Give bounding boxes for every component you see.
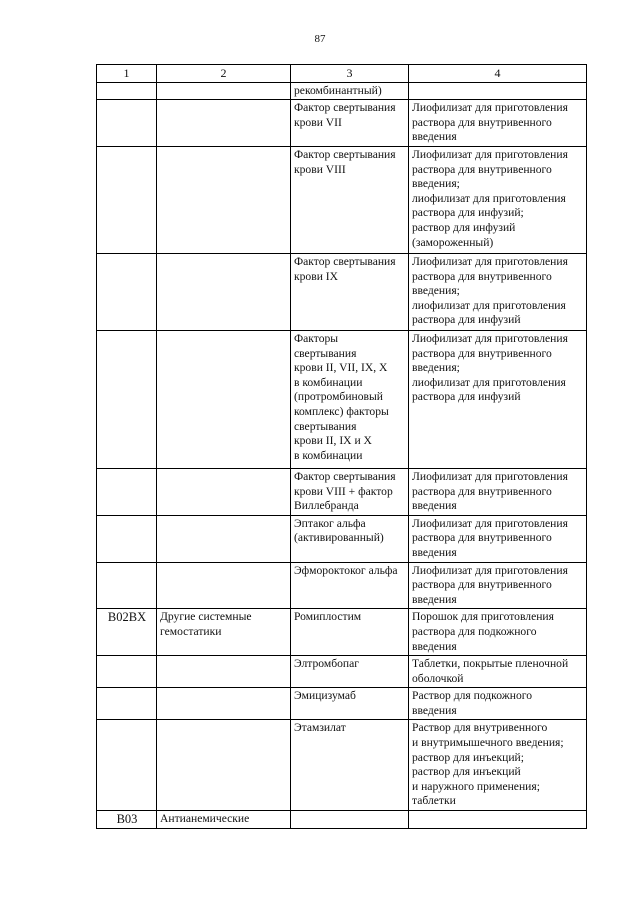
drug-name-cell: [291, 811, 409, 829]
dosage-form-line: раствора для инфузий: [412, 313, 521, 327]
dosage-form-line: введения;: [412, 177, 460, 191]
dosage-form-cell: [409, 82, 587, 100]
dosage-form-cell: [409, 330, 587, 468]
drug-name-line: крови VIII + фактор: [294, 484, 393, 498]
drug-name-line: Фактор свертывания: [294, 254, 396, 268]
dosage-form-line: (замороженный): [412, 235, 494, 249]
table-row: [97, 656, 587, 688]
header-row: [97, 65, 587, 83]
drug-name-cell: [291, 82, 409, 100]
atc-code-cell: [97, 330, 157, 468]
group-line: гемостатики: [160, 624, 222, 638]
drug-name-cell: [291, 656, 409, 688]
drug-name-line: Фактор свертывания: [294, 469, 396, 483]
dosage-form-line: Лиофилизат для приготовления: [412, 563, 568, 577]
atc-code-cell: [97, 82, 157, 100]
group-name-cell: [157, 82, 291, 100]
dosage-form-line: раствора для инфузий: [412, 390, 521, 404]
dosage-form-cell: [409, 656, 587, 688]
dosage-form-line: введения: [412, 639, 457, 653]
atc-code-cell: [97, 253, 157, 330]
dosage-form-line: Лиофилизат для приготовления: [412, 254, 568, 268]
group-name-cell: [157, 253, 291, 330]
drug-name-line: в комбинации: [294, 375, 363, 389]
group-line: Антианемические: [160, 812, 250, 826]
drug-name-line: Факторы: [294, 331, 339, 345]
drug-name-cell: [291, 468, 409, 515]
dosage-form-line: раствора для внутривенного: [412, 115, 552, 129]
dosage-form-cell: [409, 515, 587, 562]
atc-code-cell: [97, 562, 157, 609]
group-name-cell: [157, 811, 291, 829]
header-col-3: 3: [291, 65, 409, 83]
atc-code-cell: [97, 720, 157, 811]
dosage-form-line: таблетки: [412, 794, 456, 808]
drug-name-cell: [291, 688, 409, 720]
atc-code-cell: [97, 688, 157, 720]
drug-name-line: Ромиплостим: [294, 610, 362, 624]
drug-name-cell: [291, 720, 409, 811]
dosage-form-line: раствора для внутривенного: [412, 269, 552, 283]
drug-name-cell: [291, 146, 409, 253]
dosage-form-line: Лиофилизат для приготовления: [412, 101, 568, 115]
drug-name-line: крови VII: [294, 115, 342, 129]
dosage-form-line: раствора для внутривенного: [412, 484, 552, 498]
dosage-form-line: лиофилизат для приготовления: [412, 375, 566, 389]
dosage-form-line: введения: [412, 592, 457, 606]
dosage-form-line: раствор для инъекций;: [412, 750, 524, 764]
table-row: [97, 146, 587, 253]
dosage-form-line: Лиофилизат для приготовления: [412, 516, 568, 530]
drug-name-line: комплекс) факторы: [294, 404, 389, 418]
drug-name-cell: [291, 515, 409, 562]
table-row: [97, 811, 587, 829]
drug-name-line: свертывания: [294, 346, 357, 360]
group-line: Другие системные: [160, 610, 252, 624]
dosage-form-line: раствора для внутривенного: [412, 162, 552, 176]
table-row: [97, 82, 587, 100]
group-name-cell: [157, 688, 291, 720]
table-row: [97, 609, 587, 656]
dosage-form-line: раствора для внутривенного: [412, 578, 552, 592]
dosage-form-line: Таблетки, покрытые пленочной: [412, 657, 569, 671]
dosage-form-line: Раствор для подкожного: [412, 689, 533, 703]
drug-name-line: крови IX: [294, 269, 339, 283]
drug-name-line: крови II, IX и X: [294, 434, 372, 448]
dosage-form-line: введения;: [412, 284, 460, 298]
header-col-4: 4: [409, 65, 587, 83]
dosage-form-line: раствора для внутривенного: [412, 531, 552, 545]
drug-name-cell: [291, 330, 409, 468]
group-name-cell: [157, 609, 291, 656]
drug-name-cell: [291, 100, 409, 147]
drug-name-line: Фактор свертывания: [294, 101, 396, 115]
atc-code-cell: [97, 100, 157, 147]
header-col-1: 1: [97, 65, 157, 83]
group-name-cell: [157, 720, 291, 811]
dosage-form-cell: [409, 253, 587, 330]
dosage-form-line: введения: [412, 499, 457, 513]
drug-name-cell: [291, 253, 409, 330]
dosage-form-cell: [409, 562, 587, 609]
group-name-cell: [157, 100, 291, 147]
dosage-form-line: раствора для подкожного: [412, 624, 537, 638]
dosage-form-cell: [409, 688, 587, 720]
dosage-form-line: лиофилизат для приготовления: [412, 191, 566, 205]
drug-name-line: свертывания: [294, 419, 357, 433]
dosage-form-line: введения: [412, 545, 457, 559]
group-name-cell: [157, 468, 291, 515]
table-row: [97, 515, 587, 562]
dosage-form-line: лиофилизат для приготовления: [412, 298, 566, 312]
drug-name-cell: [291, 562, 409, 609]
dosage-form-line: раствор для инъекций: [412, 765, 521, 779]
dosage-form-line: Лиофилизат для приготовления: [412, 469, 568, 483]
drug-name-line: Этамзилат: [294, 721, 346, 735]
dosage-form-line: Лиофилизат для приготовления: [412, 331, 568, 345]
dosage-form-line: раствор для инфузий: [412, 220, 516, 234]
dosage-form-line: и наружного применения;: [412, 779, 540, 793]
group-name-cell: [157, 562, 291, 609]
group-name-cell: [157, 330, 291, 468]
dosage-form-line: введения;: [412, 361, 460, 375]
table-row: [97, 688, 587, 720]
drug-name-line: Эптаког альфа: [294, 516, 366, 530]
drug-name-line: крови II, VII, IX, X: [294, 361, 388, 375]
dosage-form-cell: [409, 720, 587, 811]
drug-name-line: в комбинации: [294, 448, 363, 462]
drug-name-line: (активированный): [294, 531, 384, 545]
drug-name-cell: [291, 609, 409, 656]
medicines-table: [96, 64, 587, 829]
table-row: [97, 562, 587, 609]
atc-code-cell: [97, 656, 157, 688]
drug-name-line: Виллебранда: [294, 499, 359, 513]
dosage-form-line: и внутримышечного введения;: [412, 736, 564, 750]
drug-name-line: Фактор свертывания: [294, 147, 396, 161]
dosage-form-line: раствора для инфузий;: [412, 206, 524, 220]
dosage-form-line: введения: [412, 130, 457, 144]
dosage-form-line: Лиофилизат для приготовления: [412, 147, 568, 161]
drug-name-line: крови VIII: [294, 162, 346, 176]
drug-name-line: (протромбиновый: [294, 390, 383, 404]
dosage-form-line: Раствор для внутривенного: [412, 721, 548, 735]
drug-name-line: рекомбинантный): [294, 83, 382, 97]
drug-name-line: Элтромбопаг: [294, 657, 360, 671]
table-row: [97, 330, 587, 468]
dosage-form-cell: [409, 468, 587, 515]
atc-code-cell: B02BX: [97, 609, 157, 656]
table-row: [97, 100, 587, 147]
dosage-form-line: оболочкой: [412, 671, 464, 685]
dosage-form-line: Порошок для приготовления: [412, 610, 554, 624]
dosage-form-line: раствора для внутривенного: [412, 346, 552, 360]
page-number: 87: [314, 33, 326, 45]
atc-code-cell: [97, 515, 157, 562]
atc-code-cell: [97, 468, 157, 515]
dosage-form-cell: [409, 609, 587, 656]
dosage-form-cell: [409, 811, 587, 829]
atc-code-cell: [97, 146, 157, 253]
table-row: [97, 720, 587, 811]
table-row: [97, 253, 587, 330]
dosage-form-line: введения: [412, 703, 457, 717]
group-name-cell: [157, 515, 291, 562]
dosage-form-cell: [409, 146, 587, 253]
group-name-cell: [157, 146, 291, 253]
table-row: [97, 468, 587, 515]
header-col-2: 2: [157, 65, 291, 83]
atc-code-cell: B03: [97, 811, 157, 829]
drug-name-line: Эмицизумаб: [294, 689, 356, 703]
group-name-cell: [157, 656, 291, 688]
dosage-form-cell: [409, 100, 587, 147]
drug-name-line: Эфмороктоког альфа: [294, 563, 398, 577]
